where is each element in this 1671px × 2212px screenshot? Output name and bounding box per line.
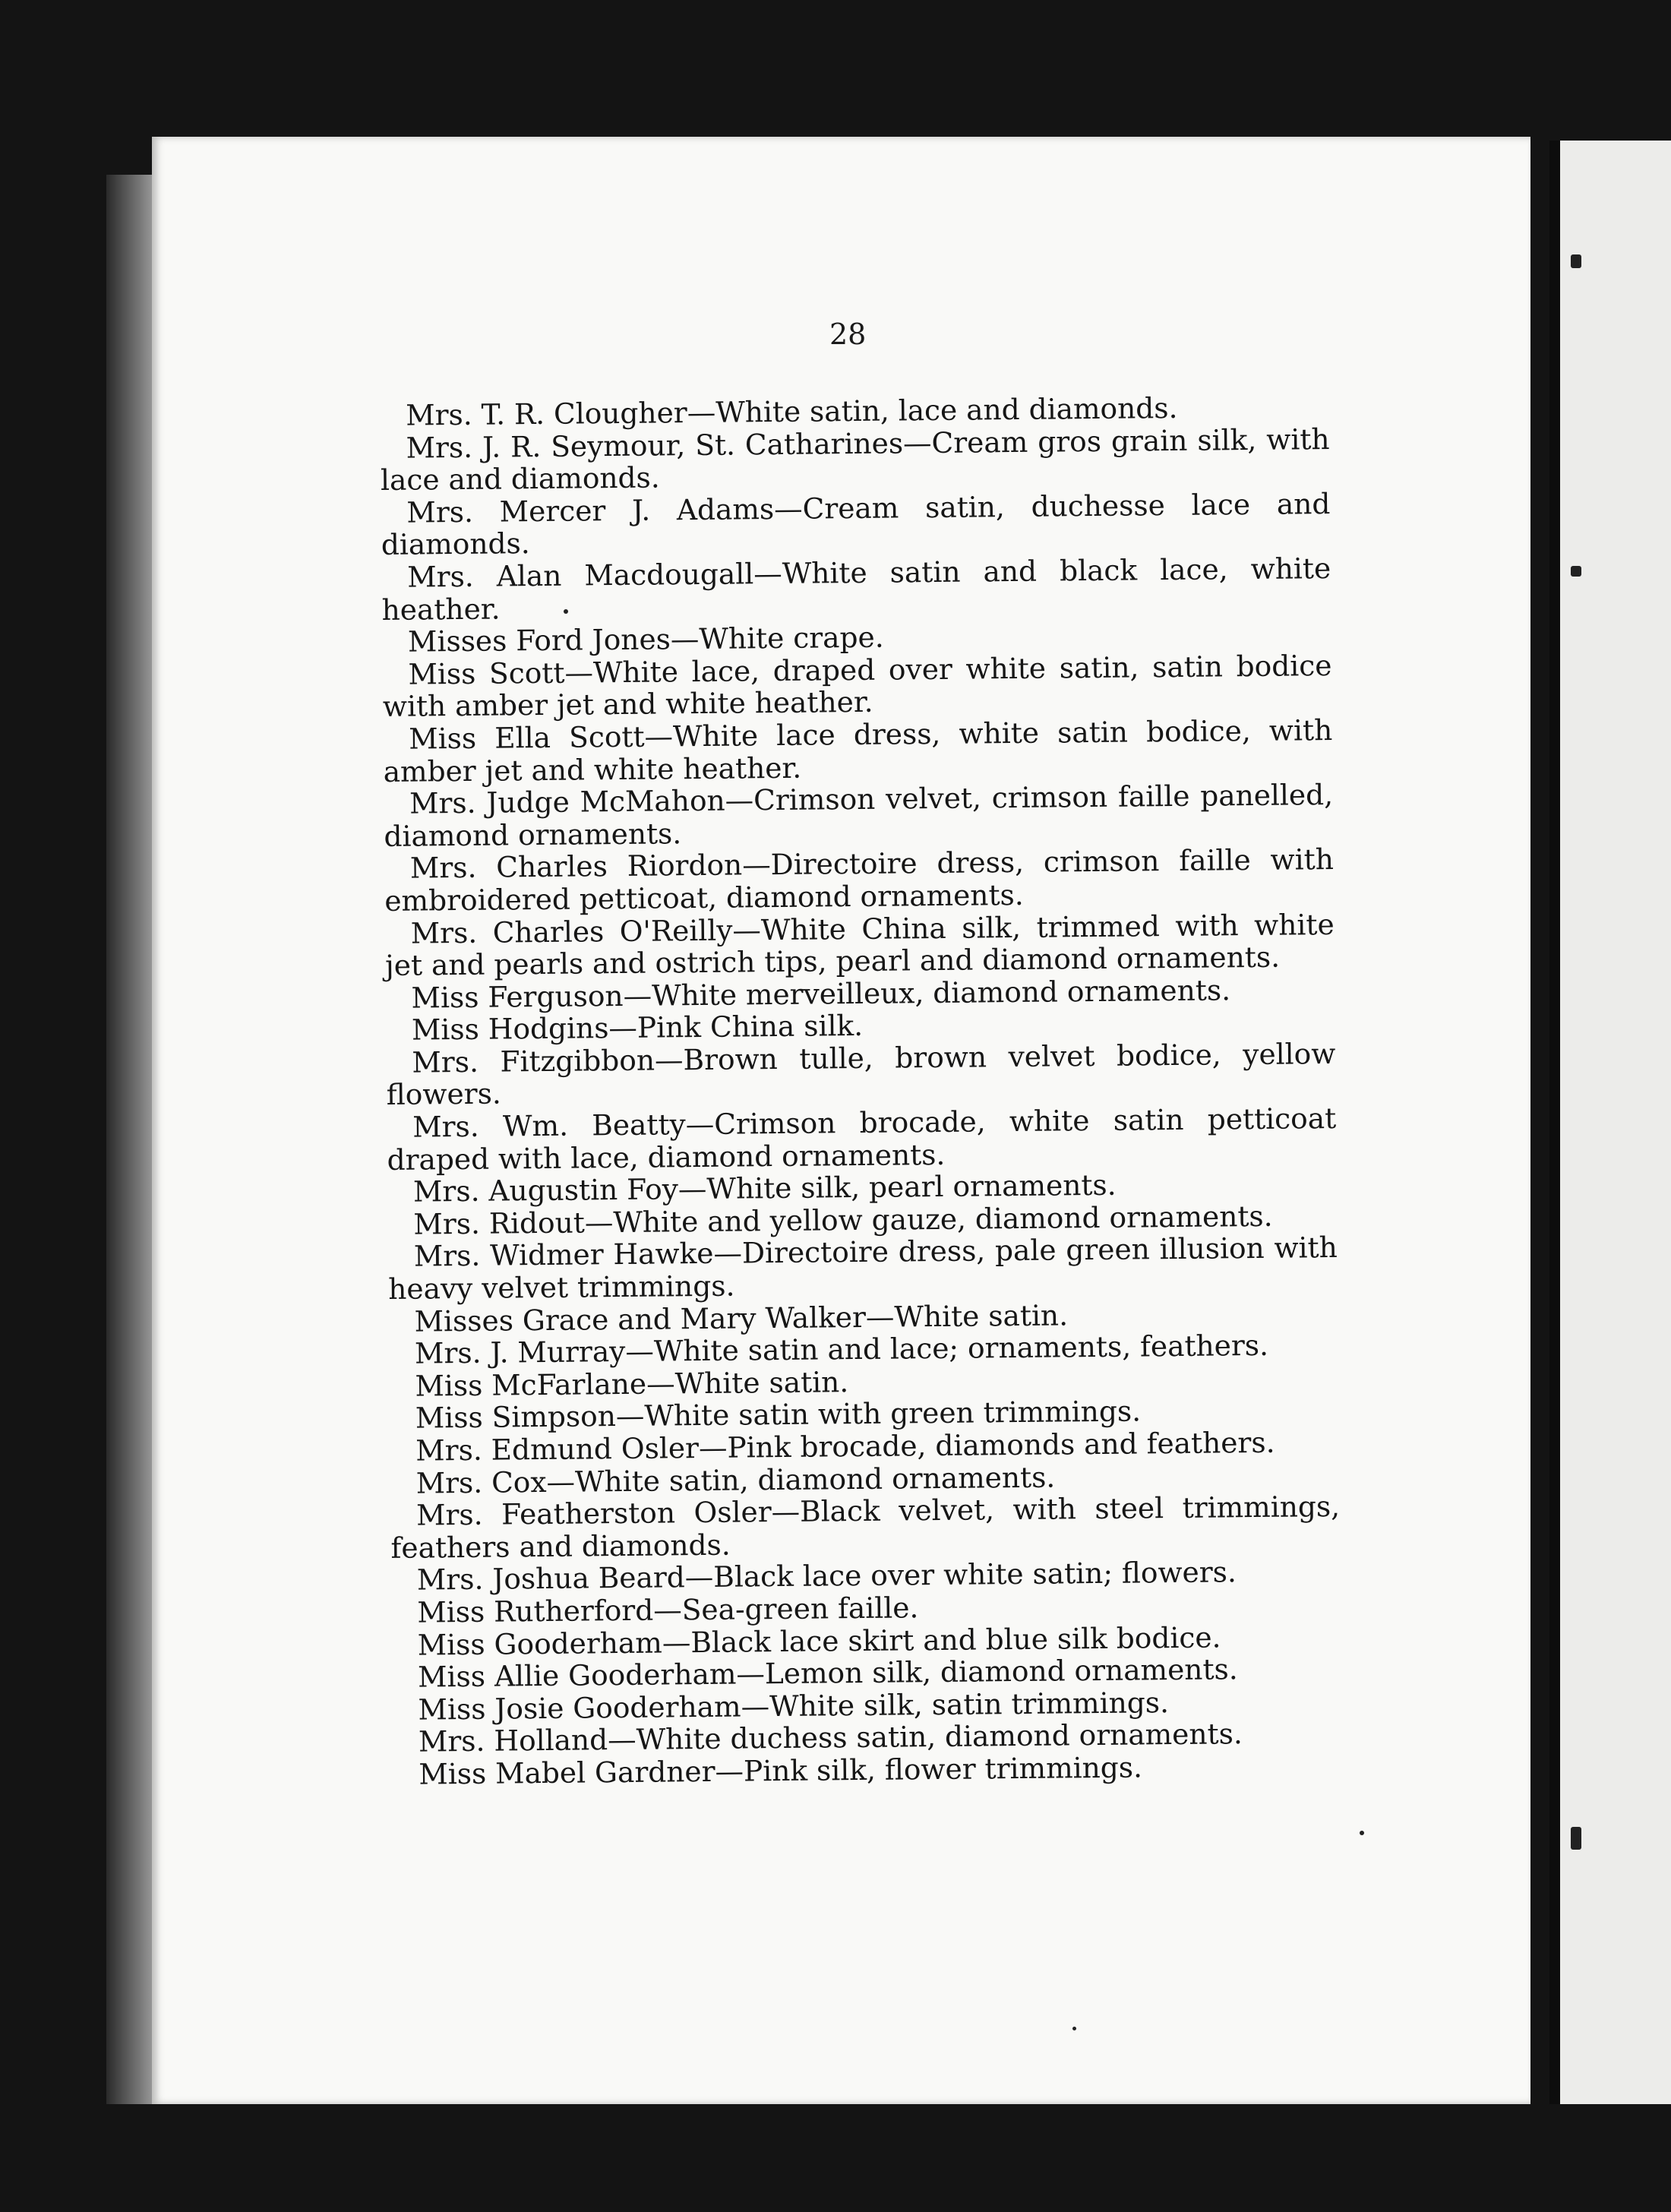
page-number: 28 — [829, 318, 867, 351]
list-entry: Miss McFarlane—White satin. — [415, 1364, 849, 1403]
list-entry: Mrs. Joshua Beard—Black lace over white satin; flowers. — [416, 1555, 1237, 1597]
list-entry: Mrs. J. Murray—White satin and lace; ornaments, feathers. — [414, 1329, 1269, 1370]
list-entry: Miss Simpson—White satin with green trimmings. — [415, 1394, 1142, 1436]
ink-speck — [1360, 1831, 1364, 1835]
page-edge-mark — [1571, 566, 1581, 577]
list-entry: Mrs. Featherston Osler—Black velvet, with steel trimmings, feathers and diamonds. — [390, 1490, 1341, 1565]
list-entry: Misses Grace and Mary Walker—White satin. — [414, 1297, 1069, 1338]
list-entry: Miss Josie Gooderham—White silk, satin trimmings. — [418, 1685, 1170, 1727]
list-entry: Mrs. Wm. Beatty—Crimson brocade, white satin petticoat draped with lace, diamond ornaments. — [387, 1101, 1337, 1177]
list-entry: Mrs. J. R. Seymour, St. Catharines—Cream gros grain silk, with lace and diamonds. — [380, 422, 1330, 498]
page-edge-mark — [1571, 254, 1581, 268]
list-entry: Mrs. Fitzgibbon—Brown tulle, brown velvet bodice, yellow flowers. — [386, 1036, 1336, 1112]
list-entry: Mrs. Holland—White duchess satin, diamond ornaments. — [418, 1717, 1243, 1759]
list-entry: Miss Hodgins—Pink China silk. — [411, 1009, 864, 1047]
list-entry: Mrs. Widmer Hawke—Directoire dress, pale green illusion with heavy velvet trimmings. — [388, 1231, 1338, 1306]
list-entry: Mrs. Augustin Foy—White silk, pearl ornaments. — [412, 1168, 1117, 1209]
list-entry: Mrs. Charles Riordon—Directoire dress, crimson faille with embroidered petticoat, diamond ornaments. — [384, 842, 1335, 918]
list-entry: Miss Ella Scott—White lace dress, white satin bodice, with amber jet and white heather. — [383, 713, 1333, 788]
list-entry: Miss Gooderham—Black lace skirt and blue silk bodice. — [417, 1620, 1221, 1662]
ink-speck — [1072, 2027, 1076, 2030]
list-entry: Miss Ferguson—White merveilleux, diamond ornaments. — [411, 972, 1231, 1015]
list-entry: Mrs. Edmund Osler—Pink brocade, diamonds and feathers. — [415, 1425, 1275, 1468]
list-entry: Mrs. Alan Macdougall—White satin and black lace, white heather. — [381, 551, 1331, 627]
list-entry: Mrs. Cox—White satin, diamond ornaments. — [415, 1460, 1056, 1500]
page-edge-mark — [1571, 1827, 1581, 1850]
list-entry: Mrs. Mercer J. Adams—Cream satin, duchesse lace and diamonds. — [381, 486, 1331, 562]
attire-list — [380, 390, 1343, 1790]
list-entry: Mrs. T. R. Clougher—White satin, lace and diamonds. — [405, 390, 1178, 432]
list-entry: Miss Allie Gooderham—Lemon silk, diamond ornaments. — [417, 1652, 1238, 1694]
list-entry: Miss Scott—White lace, draped over white satin, satin bodice with amber jet and white heather. — [382, 648, 1332, 724]
list-entry: Miss Rutherford—Sea-green faille. — [417, 1591, 919, 1629]
list-entry: Miss Mabel Gardner—Pink silk, flower trimmings. — [419, 1750, 1143, 1791]
list-entry: Mrs. Ridout—White and yellow gauze, diamond ornaments. — [413, 1199, 1273, 1241]
list-entry: Mrs. Judge McMahon—Crimson velvet, crimson faille panelled, diamond ornaments. — [384, 778, 1334, 853]
list-entry: Mrs. Charles O'Reilly—White China silk, trimmed with white jet and pearls and ostrich tips, pearl and diamond ornaments. — [384, 907, 1335, 983]
ink-speck — [564, 609, 568, 614]
list-entry: Misses Ford Jones—White crape. — [407, 620, 884, 659]
adjacent-page-edge — [1549, 141, 1671, 2104]
